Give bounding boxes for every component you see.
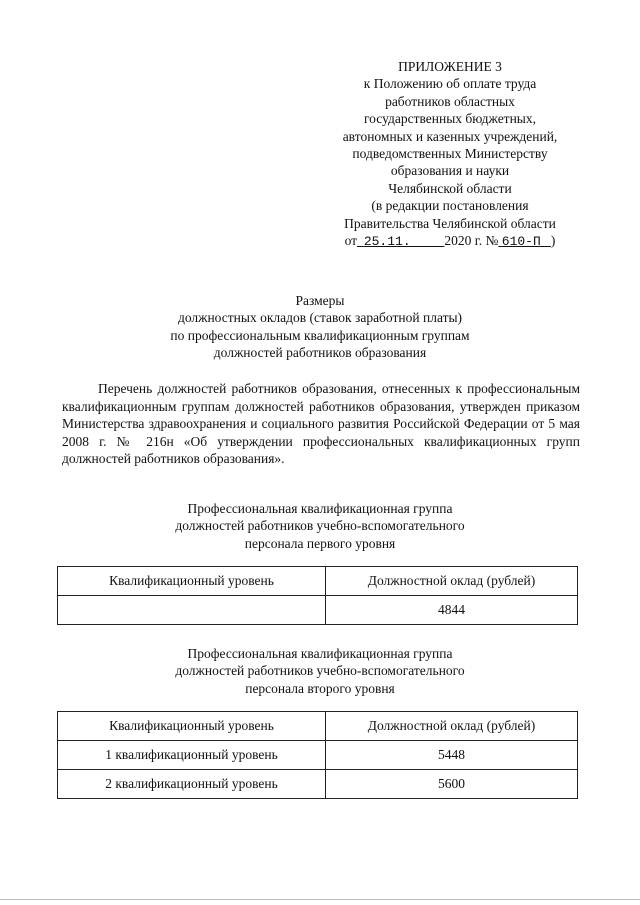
date-prefix: от (344, 233, 358, 249)
appendix-line: работников областных (385, 93, 515, 109)
appendix-line: автономных и казенных учреждений, (342, 128, 558, 144)
document-number: 610-П (501, 234, 541, 250)
appendix-date-line (300, 232, 600, 250)
table-header-row (58, 712, 578, 741)
appendix-header (300, 58, 600, 250)
group-1-title (60, 500, 580, 552)
group-title-line: должностей работников учебно-вспомогательного (175, 663, 465, 679)
title-line: по профессиональным квалификационным группам (170, 327, 470, 343)
cell-salary: 5448 (326, 741, 578, 770)
appendix-line: Правительства Челябинской области (344, 215, 556, 231)
table-row (58, 596, 578, 625)
appendix-title: ПРИЛОЖЕНИЕ 3 (398, 59, 502, 74)
table-row (58, 741, 578, 770)
appendix-line: государственных бюджетных, (363, 111, 537, 127)
header-cell-level: Квалификационный уровень (58, 712, 326, 741)
year-text: 2020 г. № (444, 233, 499, 249)
group-title-line: Профессиональная квалификационная группа (187, 501, 453, 516)
date-value: 25.11. (363, 234, 411, 250)
group-title-line: должностей работников учебно-вспомогательного (175, 518, 465, 534)
cell-level (58, 596, 326, 625)
document-title (60, 292, 580, 362)
header-cell-level: Квалификационный уровень (58, 567, 326, 596)
group-2-table (57, 711, 578, 799)
intro-paragraph: Перечень должностей работников образования, отнесенных к профессиональным квалификационным группам должностей работников образования, утвержден приказом Министерства здравоохранения и социального развития Российской Федерации от 5 мая 2008 г. № 216н «Об утверждении профессиональных квалификационных групп должностей работников образования». (62, 381, 580, 467)
group-1-table (57, 566, 578, 625)
group-2-title (60, 645, 580, 697)
appendix-line: (в редакции постановления (371, 198, 529, 214)
cell-salary: 4844 (326, 596, 578, 625)
group-title-line: персонала первого уровня (244, 535, 396, 551)
title-line: должностных окладов (ставок заработной платы) (177, 310, 463, 326)
cell-level: 2 квалификационный уровень (58, 770, 326, 799)
appendix-line: Челябинской области (388, 180, 512, 196)
group-title-line: персонала второго уровня (245, 680, 395, 696)
header-cell-salary: Должностной оклад (рублей) (326, 567, 578, 596)
title-line: должностей работников образования (213, 345, 427, 361)
close-paren: ) (550, 233, 556, 249)
cell-salary: 5600 (326, 770, 578, 799)
cell-level: 1 квалификационный уровень (58, 741, 326, 770)
group-title-line: Профессиональная квалификационная группа (187, 646, 453, 661)
appendix-line: образования и науки (390, 163, 510, 179)
table-header-row (58, 567, 578, 596)
appendix-line: подведомственных Министерству (352, 146, 548, 162)
appendix-line: к Положению об оплате труда (363, 76, 537, 92)
title-line: Размеры (295, 293, 345, 308)
table-row (58, 770, 578, 799)
page-edge-divider (0, 899, 640, 900)
header-cell-salary: Должностной оклад (рублей) (326, 712, 578, 741)
